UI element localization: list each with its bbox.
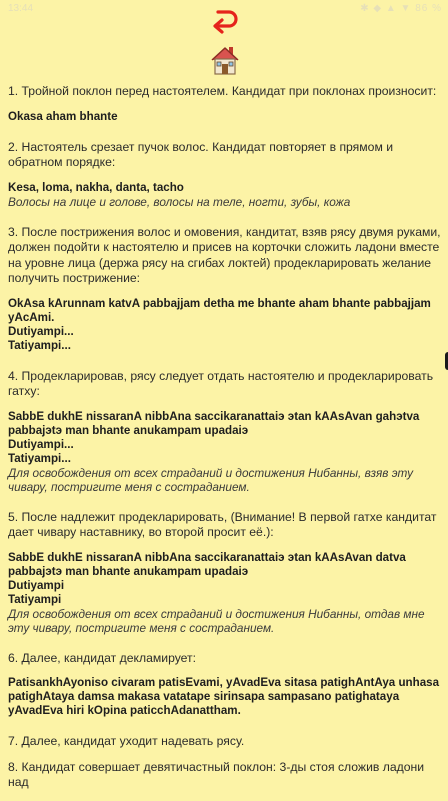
step-2-translation: Волосы на лице и голове, волосы на теле, ногти, зубы, кожа xyxy=(8,194,351,209)
home-icon[interactable] xyxy=(210,44,240,76)
step-5-pali: SabbE dukhE nissaranA nibbAna saccikaranattaiэ эtan kAAsAvan datva pabbajэtэ man bhante anukampam upadaiэ xyxy=(8,550,406,578)
step-7: 7. Далее, кандидат уходит надевать рясу. xyxy=(8,734,245,748)
step-4-tatiyampi: Tatiyampi... xyxy=(8,451,71,465)
step-3-pali: OkAsa kArunnam katvA pabbajjam detha me bhante aham bhante pabbajjam yAcAmi. xyxy=(8,296,431,324)
step-4-pali: SabbE dukhE nissaranA nibbAna saccikaranattaiэ эtan kAAsAvan gahэtva pabbajэtэ man bhante anukampam upadaiэ xyxy=(8,409,420,437)
step-3: 3. После пострижения волос и омовения, кандитат, взяв рясу двумя руками, должен подойти к настоятелю и присев на корточки сложить ладони вместе на уровне лица (держа рясу на сгибах локтей) продекларировать желание получить пострижение: xyxy=(8,224,441,285)
status-icons: ✱ ◆ ▲ ▼ 86 % xyxy=(360,3,442,14)
status-time: 13:44 xyxy=(8,3,34,14)
step-2: 2. Настоятель срезает пучок волос. Кандидат повторяет в прямом и обратном порядке: xyxy=(8,139,394,169)
step-4-translation: Для освобождения от всех страданий и достижения Нибанны, взяв эту чивару, постригите меня с состраданием. xyxy=(8,465,413,494)
step-2-pali: Kesa, loma, nakha, danta, tacho xyxy=(8,180,184,194)
step-5-translation: Для освобождения от всех страданий и достижения Нибанны, отдав мне эту чивару, постригите меня с состраданием. xyxy=(8,606,425,635)
step-3-tatiyampi: Tatiyampi... xyxy=(8,338,71,352)
step-5-tatiyampi: Tatiyampi xyxy=(8,592,62,606)
step-1: 1. Тройной поклон перед настоятелем. Кандидат при поклонах произносит: xyxy=(8,84,437,98)
step-5: 5. После надлежит продекларировать, (Внимание! В первой гатхе кандитат дает чивару наставнику, во второй просит её.): xyxy=(8,509,437,539)
step-6-pali: PatisankhAyoniso civaram patisEvami, yAvadEva sitasa patighAntAya unhasa patighAtaya damsa makasa vatatape sirinsapa sampasano patighataya yAvadEva hiri kOpina paticchAdanattham. xyxy=(8,676,440,717)
step-3-dutiyampi: Dutiyampi... xyxy=(8,324,74,338)
step-1-pali: Okasa aham bhante xyxy=(8,109,118,123)
step-5-dutiyampi: Dutiyampi xyxy=(8,578,65,592)
step-4: 4. Продекларировав, рясу следует отдать настоятелю и продекларировать гатху: xyxy=(8,368,434,398)
step-4-dutiyampi: Dutiyampi... xyxy=(8,437,74,451)
ritual-text xyxy=(8,84,445,801)
back-arrow-icon[interactable] xyxy=(209,6,241,34)
step-8: 8. Кандидат совершает девятичастный поклон: 3-ды стоя сложив ладони над xyxy=(8,759,425,789)
step-6: 6. Далее, кандидат декламирует: xyxy=(8,650,197,665)
